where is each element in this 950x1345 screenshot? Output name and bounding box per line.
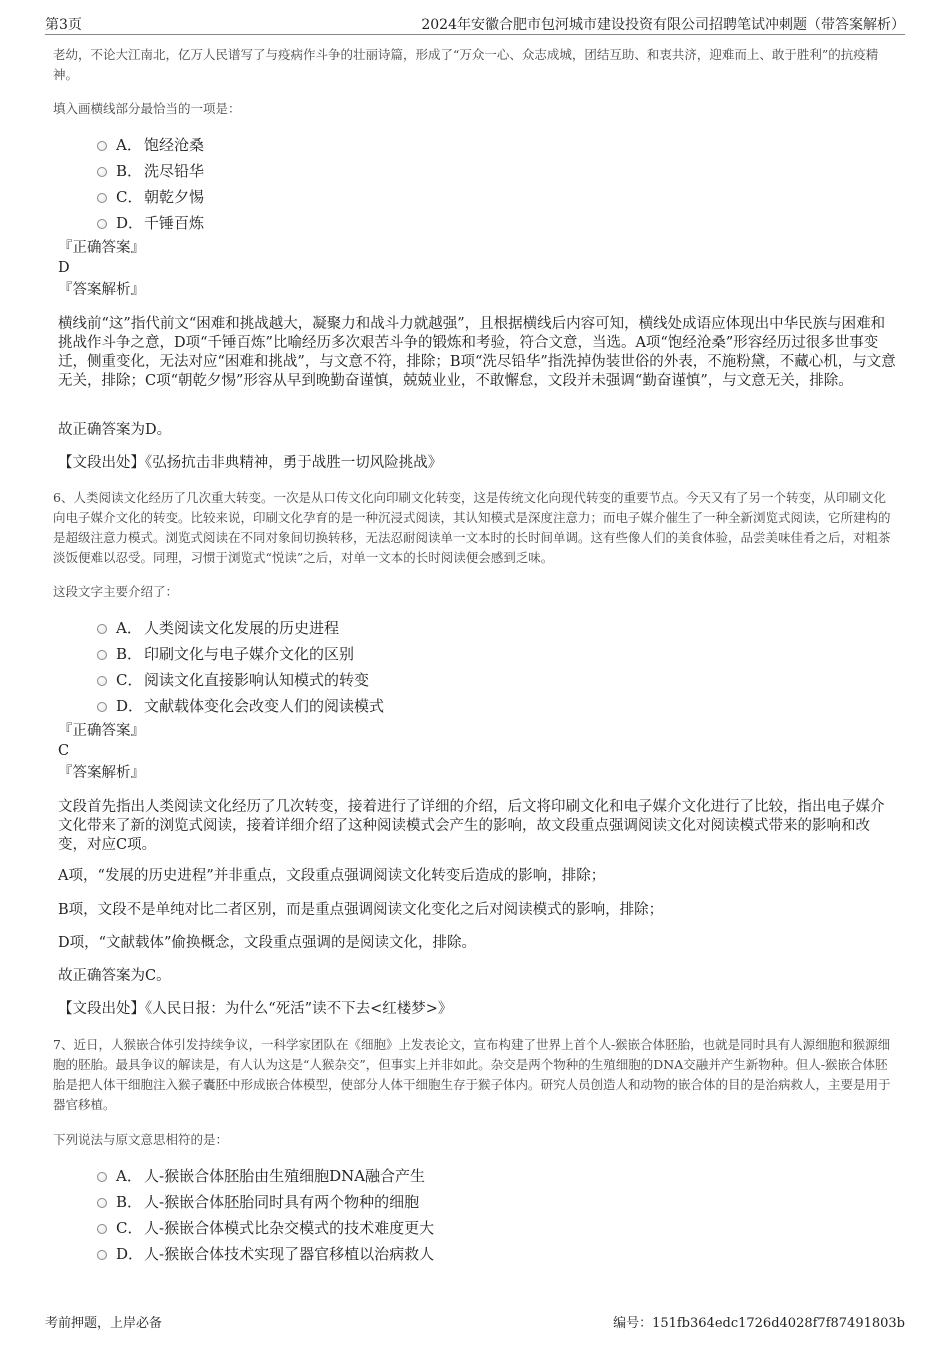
radio-icon[interactable] (97, 219, 107, 229)
q7-option-d[interactable]: D． 人-猴嵌合体技术实现了器官移植以治病救人 (97, 1240, 697, 1266)
q6-option-a[interactable]: A． 人类阅读文化发展的历史进程 (97, 614, 697, 640)
q6-options (97, 614, 697, 718)
radio-icon[interactable] (97, 1250, 107, 1260)
page-number: 第3页 (45, 17, 82, 33)
q7-option-b[interactable]: B． 人-猴嵌合体胚胎同时具有两个物种的细胞 (97, 1188, 697, 1214)
q5-option-c[interactable]: C． 朝乾夕惕 (97, 183, 697, 209)
q5-analysis-label: 『答案解析』 (58, 282, 145, 298)
radio-icon[interactable] (97, 193, 107, 203)
radio-icon[interactable] (97, 167, 107, 177)
q5-option-a[interactable]: A． 饱经沧桑 (97, 131, 697, 157)
q6-analysis-label: 『答案解析』 (58, 765, 145, 781)
q5-answer: D (58, 260, 70, 276)
q6-note-d: D项，“文献载体”偷换概念，文段重点强调的是阅读文化，排除。 (58, 935, 476, 951)
q6-answer: C (58, 743, 70, 759)
q6-note-a: A项，“发展的历史进程”并非重点，文段重点强调阅读文化转变后造成的影响，排除； (58, 868, 606, 884)
q7-option-a[interactable]: A． 人-猴嵌合体胚胎由生殖细胞DNA融合产生 (97, 1162, 697, 1188)
q6-answer-label: 『正确答案』 (58, 723, 145, 739)
radio-icon[interactable] (97, 676, 107, 686)
q6-option-b[interactable]: B． 印刷文化与电子媒介文化的区别 (97, 640, 697, 666)
q6-passage: 6、人类阅读文化经历了几次重大转变。一次是从口传文化向印刷文化转变，这是传统文化向现代转变的重要节点。今天又有了另一个转变，从印刷文化向电子媒介文化的转变。比较来说，印刷文化孕育的是一种沉浸式阅读，其认知模式是深度注意力；而电子媒介催生了一种全新浏览式阅读，它所建构的是超级注意力模式。浏览式阅读在不同对象间切换转移，无法忍耐阅读单一文本时的长时间单调。这有些像人们的美食体验，品尝美味佳肴之后，对粗茶淡饭便难以忍受。同理，习惯于浏览式“悦读”之后，对单一文本的长时阅读便会感到乏味。 (53, 490, 891, 565)
document-title: 2024年安徽合肥市包河城市建设投资有限公司招聘笔试冲刺题（带答案解析） (421, 17, 905, 33)
q5-passage-tail: 老幼，不论大江南北，亿万人民谱写了与疫病作斗争的壮丽诗篇，形成了“万众一心、众志成城，团结互助、和衷共济，迎难而上、敢于胜利”的抗疫精神。 (53, 47, 879, 82)
footer-slogan: 考前押题，上岸必备 (45, 1316, 163, 1331)
q5-source: 【文段出处】《弘扬抗击非典精神，勇于战胜一切风险挑战》 (58, 455, 443, 471)
footer-code: 编号：151fb364edc1726d4028f7f87491803b (613, 1316, 905, 1331)
q5-option-d[interactable]: D． 千锤百炼 (97, 209, 697, 235)
q5-answer-label: 『正确答案』 (58, 240, 145, 256)
radio-icon[interactable] (97, 624, 107, 634)
page-footer (45, 1312, 905, 1332)
q7-prompt: 下列说法与原文意思相符的是： (53, 1132, 229, 1147)
radio-icon[interactable] (97, 650, 107, 660)
q6-option-c[interactable]: C． 阅读文化直接影响认知模式的转变 (97, 666, 697, 692)
q6-conclusion: 故正确答案为C。 (58, 968, 171, 984)
radio-icon[interactable] (97, 141, 107, 151)
q6-option-d[interactable]: D． 文献载体变化会改变人们的阅读模式 (97, 692, 697, 718)
q5-analysis: 横线前“这”指代前文“困难和挑战越大，凝聚力和战斗力就越强”，且根据横线后内容可知，横线处成语应体现出中华民族与困难和挑战作斗争之意，D项“千锤百炼”比喻经历多次艰苦斗争的锻炼和考验，符合文意，当选。A项“饱经沧桑”形容经历过很多世事变迁，侧重变化，无法对应“困难和挑战”，与文意不符，排除；B项“洗尽铅华”指洗掉伪装世俗的外表，不施粉黛，不藏心机，与文意无关，排除；C项“朝乾夕惕”形容从早到晚勤奋谨慎，兢兢业业，不敢懈怠，文段并未强调“勤奋谨慎”，与文意无关，排除。 (58, 316, 896, 389)
radio-icon[interactable] (97, 1198, 107, 1208)
q6-prompt: 这段文字主要介绍了： (53, 584, 179, 599)
radio-icon[interactable] (97, 1224, 107, 1234)
q7-options (97, 1162, 697, 1266)
radio-icon[interactable] (97, 1172, 107, 1182)
q5-options (97, 131, 697, 235)
radio-icon[interactable] (97, 702, 107, 712)
q7-option-c[interactable]: C． 人-猴嵌合体模式比杂交模式的技术难度更大 (97, 1214, 697, 1240)
q6-analysis: 文段首先指出人类阅读文化经历了几次转变，接着进行了详细的介绍，后文将印刷文化和电子媒介文化进行了比较，指出电子媒介文化带来了新的浏览式阅读，接着详细介绍了这种阅读模式会产生的影响，故文段重点强调阅读文化对阅读模式带来的影响和改变，对应C项。 (58, 799, 885, 853)
q5-option-b[interactable]: B． 洗尽铅华 (97, 157, 697, 183)
page-header (45, 14, 905, 35)
q6-note-b: B项，文段不是单纯对比二者区别，而是重点强调阅读文化变化之后对阅读模式的影响，排除； (58, 902, 664, 918)
q5-conclusion: 故正确答案为D。 (58, 422, 172, 438)
q5-prompt: 填入画横线部分最恰当的一项是： (53, 101, 241, 116)
q7-passage: 7、近日，人猴嵌合体引发持续争议，一科学家团队在《细胞》上发表论文，宣布构建了世界上首个人-猴嵌合体胚胎，也就是同时具有人源细胞和猴源细胞的胚胎。最具争议的解读是，有人认为这是“人猴杂交”，但事实上并非如此。杂交是两个物种的生殖细胞的DNA交融并产生新物种。但人-猴嵌合体胚胎是把人体干细胞注入猴子囊胚中形成嵌合体模型，使部分人体干细胞生存于猴子体内。研究人员创造人和动物的嵌合体的目的是治病救人，主要是用于器官移植。 (53, 1037, 891, 1112)
q6-source: 【文段出处】《人民日报：为什么“死活”读不下去<红楼梦>》 (58, 1001, 453, 1017)
